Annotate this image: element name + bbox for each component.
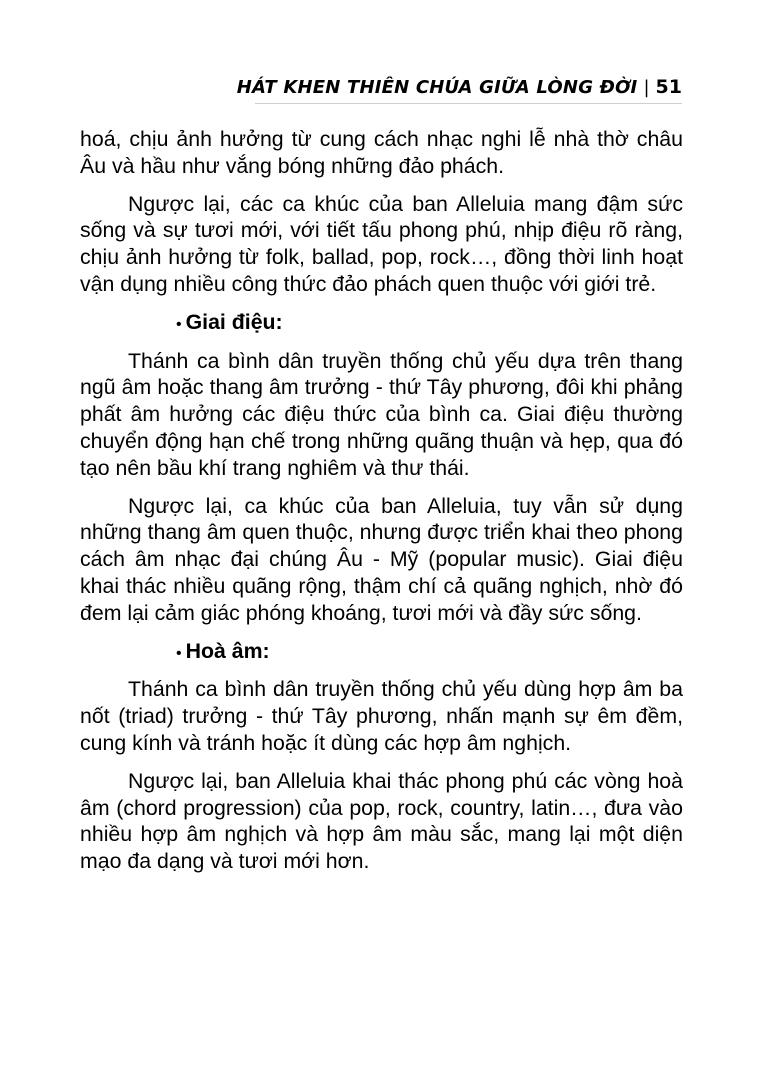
bullet-icon: • bbox=[176, 644, 182, 662]
header-rule bbox=[255, 103, 682, 104]
paragraph: Ngược lại, ban Alleluia khai thác phong phú các vòng hoà âm (chord progression) của pop, rock, country, latin…, đưa vào nhiều hợp âm nghịch và hợp âm màu sắc, mang lại một diện mạo đa dạng và tươi mới hơn. bbox=[80, 768, 683, 874]
section-heading-melody bbox=[80, 309, 683, 339]
running-title: HÁT KHEN THIÊN CHÚA GIỮA LÒNG ĐỜI bbox=[236, 77, 638, 98]
paragraph: Thánh ca bình dân truyền thống chủ yếu dùng hợp âm ba nốt (triad) trưởng - thứ Tây phương, nhấn mạnh sự êm đềm, cung kính và tránh hoặc ít dùng các hợp âm nghịch. bbox=[80, 677, 683, 755]
section-heading-label: Hoà âm: bbox=[185, 638, 270, 663]
page-body bbox=[80, 126, 683, 886]
header-separator: | bbox=[643, 77, 650, 98]
paragraph: Ngược lại, các ca khúc của ban Alleluia mang đậm sức sống và sự tươi mới, với tiết tấu phong phú, nhịp điệu rõ ràng, chịu ảnh hưởng từ folk, ballad, pop, rock…, đồng thời linh hoạt vận dụng nhiều công thức đảo phách quen thuộc với giới trẻ. bbox=[80, 191, 683, 296]
paragraph-continued: hoá, chịu ảnh hưởng từ cung cách nhạc nghi lễ nhà thờ châu Âu và hầu như vắng bóng những đảo phách. bbox=[80, 127, 683, 178]
paragraph: Thánh ca bình dân truyền thống chủ yếu dựa trên thang ngũ âm hoặc thang âm trưởng - thứ Tây phương, đôi khi phảng phất âm hưởng các điệu thức của bình ca. Giai điệu thường chuyển động hạn chế trong những quãng thuận và hẹp, qua đó tạo nên bầu khí trang nghiêm và thư thái. bbox=[80, 348, 683, 480]
section-heading-label: Giai điệu: bbox=[185, 309, 283, 334]
paragraph: Ngược lại, ca khúc của ban Alleluia, tuy vẫn sử dụng những thang âm quen thuộc, nhưng được triển khai theo phong cách âm nhạc đại chúng Âu - Mỹ (popular music). Giai điệu khai thác nhiều quãng rộng, thậm chí cả quãng nghịch, nhờ đó đem lại cảm giác phóng khoáng, tươi mới và đầy sức sống. bbox=[80, 493, 683, 625]
running-header bbox=[237, 76, 682, 98]
section-heading-harmony bbox=[80, 638, 683, 668]
page-number: 51 bbox=[655, 76, 682, 98]
bullet-icon: • bbox=[176, 315, 182, 333]
